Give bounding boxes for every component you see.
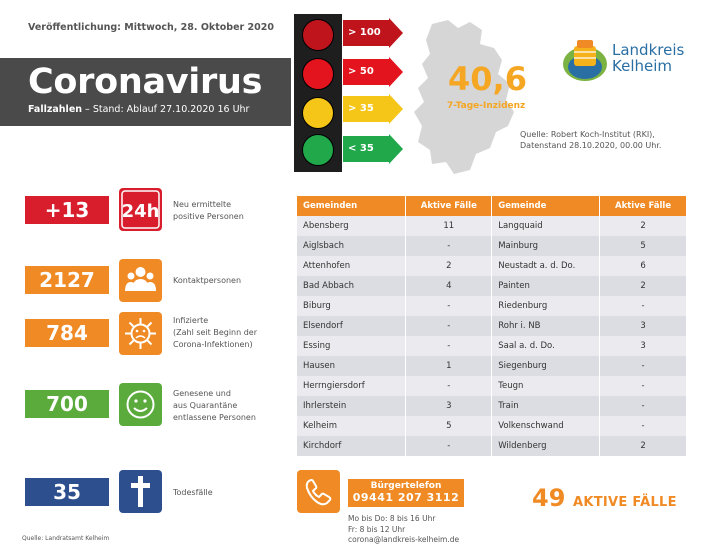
table-cell: Neustadt a. d. Do.	[492, 256, 600, 276]
table-header-row	[297, 196, 687, 216]
24h-icon	[119, 188, 162, 231]
table-cell: 2	[600, 436, 687, 456]
table-cell: 2	[406, 256, 492, 276]
active-cases-label: AKTIVE FÄLLE	[572, 495, 677, 510]
table-row	[297, 396, 687, 416]
active-cases-total	[532, 484, 677, 512]
page-subtitle	[28, 104, 249, 115]
hotline-title: Bürgertelefon	[370, 481, 442, 491]
level-label: > 35	[348, 103, 374, 114]
title-band	[0, 58, 291, 126]
desc-line: Corona-Infektionen)	[173, 340, 253, 349]
table-cell: -	[406, 436, 492, 456]
landkreis-logo	[560, 34, 700, 84]
table-header: Gemeinde	[492, 196, 600, 216]
table-row	[297, 216, 687, 236]
traffic-light-red	[302, 58, 334, 90]
table-header: Aktive Fälle	[406, 196, 492, 216]
recovered-desc	[173, 388, 256, 424]
new-cases-value: +13	[25, 196, 109, 224]
incidence-value: 40,6	[448, 60, 527, 98]
table-cell: 3	[600, 336, 687, 356]
table-cell: 11	[406, 216, 492, 236]
contacts-desc	[173, 275, 241, 287]
table-cell: Teugn	[492, 376, 600, 396]
hotline-hours: Mo bis Do: 8 bis 16 Uhr	[348, 514, 436, 523]
rki-source	[520, 129, 661, 151]
desc-line: Neu ermittelte	[173, 200, 232, 209]
table-cell: Rohr i. NB	[492, 316, 600, 336]
municipality-table	[297, 196, 687, 456]
table-row	[297, 416, 687, 436]
level-arrow-35	[343, 94, 403, 124]
table-cell: 3	[406, 396, 492, 416]
cross-icon	[119, 470, 162, 513]
table-row	[297, 296, 687, 316]
table-cell: Painten	[492, 276, 600, 296]
publication-date: Veröffentlichung: Mittwoch, 28. Oktober 2020	[28, 22, 274, 33]
table-header: Gemeinden	[297, 196, 406, 216]
table-cell: -	[406, 296, 492, 316]
incidence-label: 7-Tage-Inzidenz	[447, 101, 526, 111]
table-cell: 3	[600, 316, 687, 336]
table-cell: Attenhofen	[297, 256, 406, 276]
logo-text	[612, 42, 684, 74]
table-cell: Langquaid	[492, 216, 600, 236]
table-cell: -	[600, 396, 687, 416]
table-cell: Abensberg	[297, 216, 406, 236]
subtitle-bold: Fallzahlen	[28, 104, 83, 115]
table-row	[297, 276, 687, 296]
logo-line: Kelheim	[612, 57, 672, 75]
footer-source: Quelle: Landratsamt Kelheim	[22, 535, 110, 542]
smiley-icon	[119, 383, 162, 426]
table-cell: 6	[600, 256, 687, 276]
logo-line: Landkreis	[612, 41, 685, 59]
level-arrow-below-35	[343, 134, 403, 164]
desc-line: Kontaktpersonen	[173, 276, 242, 285]
table-cell: Siegenburg	[492, 356, 600, 376]
deaths-desc	[173, 487, 213, 499]
crown-shield-icon	[560, 34, 610, 84]
level-label: > 50	[348, 66, 374, 77]
table-cell: -	[406, 336, 492, 356]
table-row	[297, 376, 687, 396]
contacts-value: 2127	[25, 266, 109, 294]
level-label: < 35	[348, 143, 374, 154]
phone-icon	[297, 470, 340, 513]
desc-line: Infizierte	[173, 316, 209, 325]
subtitle-rest: – Stand: Ablauf 27.10.2020 16 Uhr	[82, 104, 250, 115]
table-cell: 1	[406, 356, 492, 376]
hotline-info	[348, 514, 459, 546]
table-row	[297, 236, 687, 256]
table-cell: Train	[492, 396, 600, 416]
table-cell: Biburg	[297, 296, 406, 316]
table-cell: 4	[406, 276, 492, 296]
table-cell: 2	[600, 216, 687, 236]
table-cell: Mainburg	[492, 236, 600, 256]
hotline-box[interactable]	[348, 479, 464, 507]
table-cell: -	[600, 416, 687, 436]
table-cell: 5	[406, 416, 492, 436]
table-row	[297, 316, 687, 336]
recovered-value: 700	[25, 390, 109, 418]
desc-line: Todesfälle	[173, 488, 213, 497]
rki-source-line: Datenstand 28.10.2020, 00.00 Uhr.	[520, 141, 662, 150]
table-header: Aktive Fälle	[600, 196, 687, 216]
hotline-number[interactable]: 09441 207 3112	[352, 491, 460, 504]
table-cell: Riedenburg	[492, 296, 600, 316]
table-row	[297, 356, 687, 376]
virus-icon	[119, 312, 162, 355]
table-cell: -	[600, 376, 687, 396]
table-row	[297, 436, 687, 456]
table-cell: Essing	[297, 336, 406, 356]
table-cell: Hausen	[297, 356, 406, 376]
table-cell: -	[406, 376, 492, 396]
desc-line: entlassene Personen	[173, 413, 256, 422]
table-cell: -	[406, 236, 492, 256]
level-label: > 100	[348, 27, 381, 38]
table-cell: Kirchdorf	[297, 436, 406, 456]
table-cell: Elsendorf	[297, 316, 406, 336]
page-title: Coronavirus	[28, 62, 263, 102]
desc-line: Genesene und	[173, 389, 231, 398]
desc-line: positive Personen	[173, 212, 244, 221]
deaths-value: 35	[25, 478, 109, 506]
level-arrow-100	[343, 18, 403, 48]
desc-line: (Zahl seit Beginn der	[173, 328, 258, 337]
table-cell: Volkenschwand	[492, 416, 600, 436]
table-cell: -	[406, 316, 492, 336]
new-cases-desc	[173, 199, 244, 223]
table-row	[297, 256, 687, 276]
desc-line: aus Quarantäne	[173, 401, 238, 410]
table-row	[297, 336, 687, 356]
infected-value: 784	[25, 319, 109, 347]
hotline-email[interactable]: corona@landkreis-kelheim.de	[348, 535, 460, 544]
hotline-hours: Fr: 8 bis 12 Uhr	[348, 524, 406, 534]
traffic-light-green	[302, 134, 334, 166]
rki-source-line: Quelle: Robert Koch-Institut (RKI),	[520, 130, 655, 139]
table-cell: Kelheim	[297, 416, 406, 436]
table-cell: 2	[600, 276, 687, 296]
active-cases-value: 49	[532, 484, 566, 512]
table-cell: Herrngiersdorf	[297, 376, 406, 396]
table-cell: Bad Abbach	[297, 276, 406, 296]
table-cell: Saal a. d. Do.	[492, 336, 600, 356]
traffic-light	[294, 14, 342, 172]
contacts-icon	[119, 259, 162, 302]
svg-text:24h: 24h	[121, 201, 160, 222]
table-cell: 5	[600, 236, 687, 256]
traffic-light-yellow	[302, 97, 334, 129]
table-cell: -	[600, 296, 687, 316]
table-cell: -	[600, 356, 687, 376]
table-cell: Wildenberg	[492, 436, 600, 456]
infected-desc	[173, 315, 257, 351]
traffic-light-red-dark	[302, 19, 334, 51]
table-cell: Ihrlerstein	[297, 396, 406, 416]
level-arrow-50	[343, 57, 403, 87]
table-cell: Aiglsbach	[297, 236, 406, 256]
